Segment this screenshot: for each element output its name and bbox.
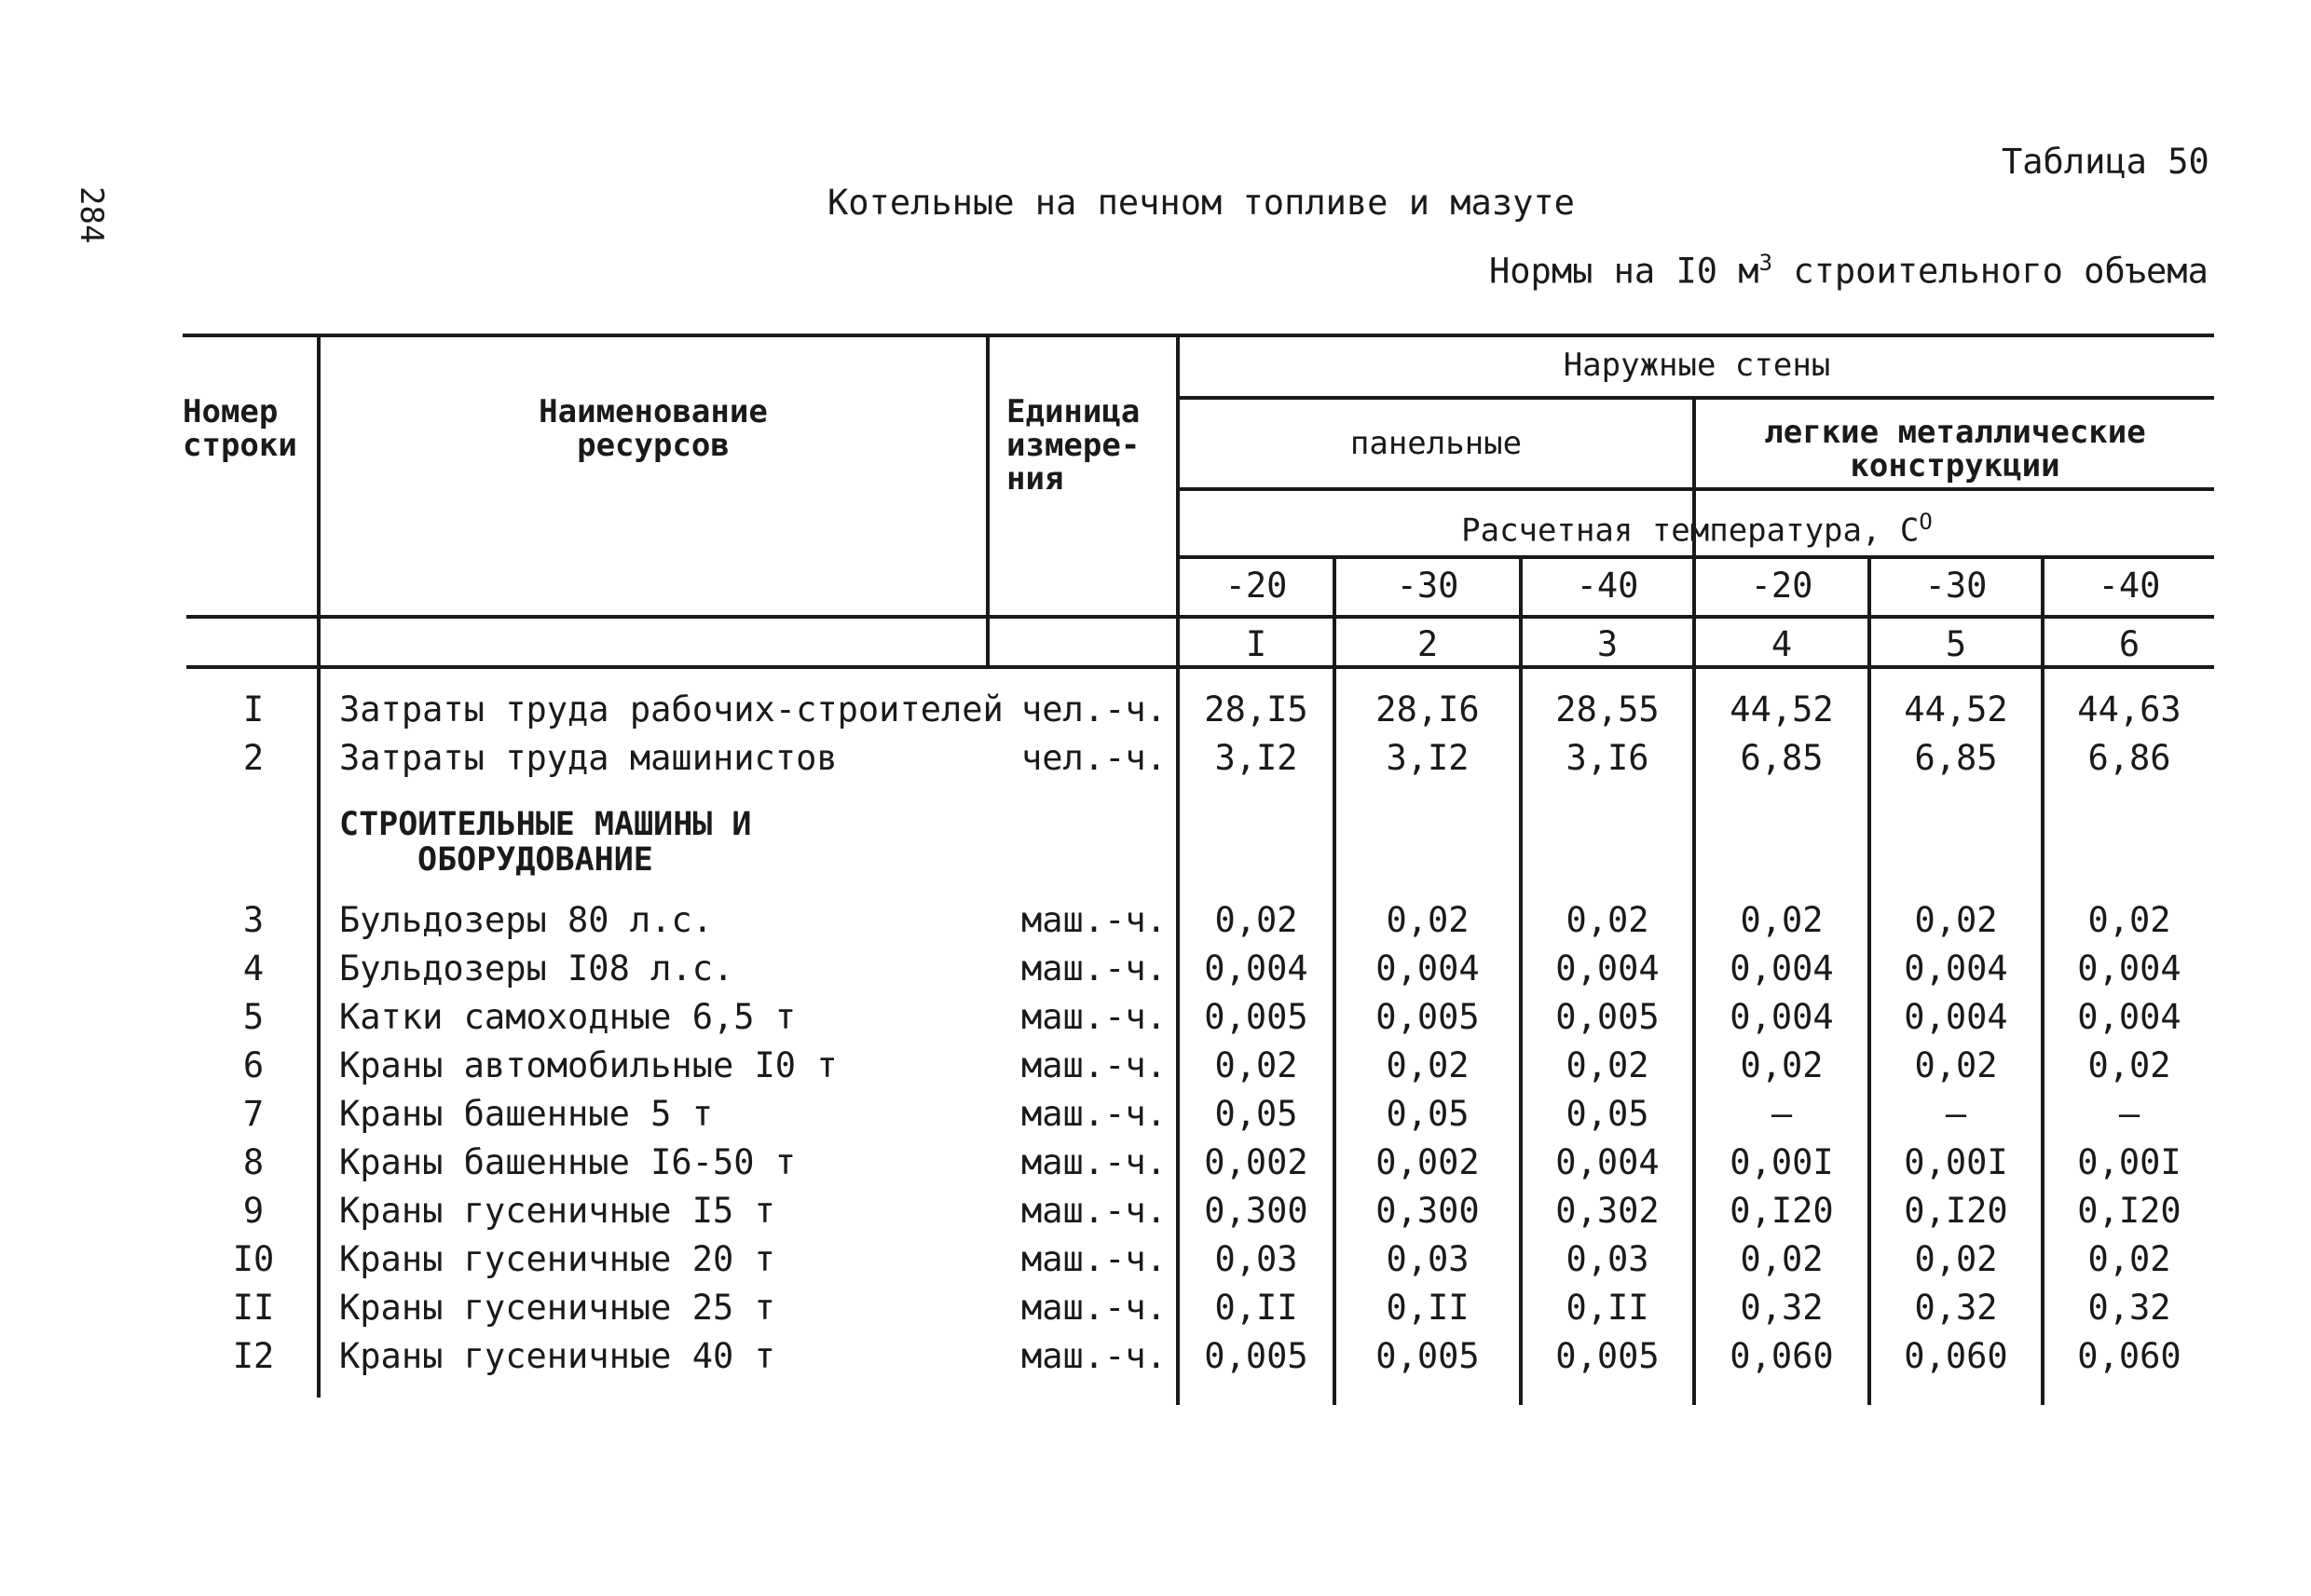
value-cell: 0,02 (2087, 900, 2171, 940)
value-cell: 44,52 (1904, 689, 2008, 730)
value-cell: 0,02 (1386, 900, 1470, 940)
value-cell: 0,02 (1740, 900, 1824, 940)
unit: чел.-ч. (1021, 689, 1167, 730)
header-unit-line2: измере- (1006, 427, 1141, 464)
header-outer-walls: Наружные стены (1563, 347, 1831, 384)
unit: маш.-ч. (1021, 1045, 1167, 1085)
value-cell: 0,32 (1914, 1288, 1998, 1328)
value-cell: – (2118, 1094, 2140, 1134)
header-resource (321, 395, 986, 462)
value-cell: 6,85 (1914, 738, 1998, 778)
value-cell: 0,02 (1740, 1239, 1824, 1279)
header-temp-5: -30 (1924, 566, 1988, 606)
value-cell: 3,I2 (1214, 738, 1298, 778)
value-cell: 0,005 (1375, 997, 1480, 1037)
value-cell: 0,02 (1566, 900, 1649, 940)
value-cell: 0,004 (1904, 997, 2008, 1037)
value-cell: 0,02 (1914, 1239, 1998, 1279)
value-cell: 0,300 (1375, 1191, 1480, 1231)
value-cell: 0,005 (1555, 1336, 1660, 1376)
value-cell: 0,02 (1740, 1045, 1824, 1085)
header-light-metal-line2: конструкции (1850, 447, 2060, 484)
value-cell: 0,004 (2077, 997, 2181, 1037)
value-cell: 0,02 (1386, 1045, 1470, 1085)
section-heading-line1: СТРОИТЕЛЬНЫЕ МАШИНЫ И (339, 806, 752, 843)
value-cell: – (1771, 1094, 1793, 1134)
value-cell: 0,002 (1375, 1142, 1480, 1182)
value-cell: 0,II (1214, 1288, 1298, 1328)
value-cell: 3,I6 (1566, 738, 1649, 778)
value-cell: 0,03 (1214, 1239, 1298, 1279)
value-cell: 0,02 (1566, 1045, 1649, 1085)
unit: чел.-ч. (1021, 738, 1167, 778)
resource-name: Краны гусеничные 25 т (339, 1288, 775, 1328)
value-cell: 0,002 (1204, 1142, 1308, 1182)
resource-name: Краны гусеничные I5 т (339, 1191, 775, 1231)
value-cell: 0,005 (1375, 1336, 1480, 1376)
resource-name: Катки самоходные 6,5 т (339, 997, 797, 1037)
header-light-metal-line1: легкие металлические (1764, 414, 2146, 451)
row-number: I0 (232, 1239, 275, 1279)
norms-prefix: Нормы на I0 м (1489, 251, 1759, 292)
value-cell: 0,02 (2087, 1045, 2171, 1085)
header-temp-label: Расчетная температура, С (1461, 512, 1920, 550)
unit: маш.-ч. (1021, 1288, 1167, 1328)
header-unit (1006, 395, 1140, 496)
section-heading-line2: ОБОРУДОВАНИЕ (417, 841, 653, 879)
rule-header-bottom (186, 615, 2214, 619)
value-cell: 28,I6 (1375, 689, 1480, 730)
value-cell: 0,II (1566, 1288, 1649, 1328)
value-cell: 0,004 (1375, 948, 1480, 989)
rule-top (183, 334, 2214, 337)
value-cell: 0,32 (2087, 1288, 2171, 1328)
value-cell: 0,00I (2077, 1142, 2181, 1182)
rule-colnum-bottom (186, 665, 2214, 669)
resource-name: Краны башенные I6-50 т (339, 1142, 797, 1182)
row-number: II (232, 1288, 275, 1328)
resource-name: Затраты труда рабочих-строителей (339, 689, 1004, 730)
value-cell: 0,004 (1204, 948, 1308, 989)
norms-suffix: строительного объема (1772, 251, 2208, 292)
value-cell: 0,302 (1555, 1191, 1660, 1231)
rule-outer-walls (1178, 396, 2214, 400)
value-cell: 0,004 (1555, 1142, 1660, 1182)
value-cell: 0,II (1386, 1288, 1470, 1328)
value-cell: 0,32 (1740, 1288, 1824, 1328)
header-temp-superscript: О (1919, 509, 1933, 535)
row-number: 5 (242, 997, 265, 1037)
unit: маш.-ч. (1021, 997, 1167, 1037)
header-temp-3: -40 (1576, 566, 1639, 606)
unit: маш.-ч. (1021, 948, 1167, 989)
page-number: 284 (73, 186, 110, 244)
unit: маш.-ч. (1021, 1336, 1167, 1376)
row-number: 2 (242, 738, 265, 778)
col-number-5: 5 (1945, 624, 1967, 664)
header-row-number (183, 395, 297, 462)
value-cell: 0,00I (1904, 1142, 2008, 1182)
value-cell: 0,02 (1214, 900, 1298, 940)
resource-name: Бульдозеры I08 л.с. (339, 948, 734, 989)
resource-name: Бульдозеры 80 л.с. (339, 900, 713, 940)
unit: маш.-ч. (1021, 1239, 1167, 1279)
value-cell: 6,85 (1740, 738, 1824, 778)
value-cell: 0,004 (1730, 997, 1834, 1037)
resource-name: Краны автомобильные I0 т (339, 1045, 838, 1085)
header-light-metal (1696, 416, 2214, 483)
value-cell: 0,02 (1914, 900, 1998, 940)
row-number: 9 (242, 1191, 265, 1231)
value-cell: 0,05 (1214, 1094, 1298, 1134)
table-title: Котельные на печном топливе и мазуте (827, 183, 1575, 223)
col-number-1: I (1245, 624, 1267, 664)
col-number-4: 4 (1771, 624, 1793, 664)
value-cell: 3,I2 (1386, 738, 1470, 778)
value-cell: 0,03 (1566, 1239, 1649, 1279)
value-cell: 44,63 (2077, 689, 2181, 730)
value-cell: 0,004 (1730, 948, 1834, 989)
resource-name: Краны гусеничные 20 т (339, 1239, 775, 1279)
row-number: I (242, 689, 265, 730)
norms-caption (1489, 250, 2208, 291)
col-number-2: 2 (1416, 624, 1439, 664)
value-cell: 0,02 (2087, 1239, 2171, 1279)
row-number: 7 (242, 1094, 265, 1134)
row-number: 8 (242, 1142, 265, 1182)
value-cell: 0,005 (1204, 1336, 1308, 1376)
header-row-number-line1: Номер (183, 393, 279, 430)
value-cell: 0,004 (1555, 948, 1660, 989)
header-resource-line2: ресурсов (577, 427, 730, 464)
unit: маш.-ч. (1021, 900, 1167, 940)
value-cell: 6,86 (2087, 738, 2171, 778)
value-cell: 0,I20 (2077, 1191, 2181, 1231)
row-number: 6 (242, 1045, 265, 1085)
value-cell: 28,I5 (1204, 689, 1308, 730)
value-cell: 0,02 (1214, 1045, 1298, 1085)
resource-name: Краны башенные 5 т (339, 1094, 713, 1134)
row-number: I2 (232, 1336, 275, 1376)
col-number-6: 6 (2118, 624, 2140, 664)
value-cell: 0,00I (1730, 1142, 1834, 1182)
unit: маш.-ч. (1021, 1142, 1167, 1182)
value-cell: 0,060 (2077, 1336, 2181, 1376)
norms-superscript: 3 (1758, 250, 1773, 276)
value-cell: 44,52 (1730, 689, 1834, 730)
row-number: 4 (242, 948, 265, 989)
value-cell: 0,005 (1555, 997, 1660, 1037)
header-temp-4: -20 (1750, 566, 1813, 606)
unit: маш.-ч. (1021, 1094, 1167, 1134)
value-cell: 0,060 (1730, 1336, 1834, 1376)
header-unit-line1: Единица (1006, 393, 1141, 430)
header-panel: панельные (1349, 425, 1523, 462)
header-temp-1: -20 (1224, 566, 1288, 606)
header-temp-2: -30 (1396, 566, 1459, 606)
resource-name: Затраты труда машинистов (339, 738, 838, 778)
table-label: Таблица 50 (2002, 142, 2209, 182)
header-resource-line1: Наименование (539, 393, 768, 430)
value-cell: 0,05 (1386, 1094, 1470, 1134)
value-cell: 0,004 (1904, 948, 2008, 989)
value-cell: 0,02 (1914, 1045, 1998, 1085)
value-cell: 0,060 (1904, 1336, 2008, 1376)
value-cell: 0,05 (1566, 1094, 1649, 1134)
value-cell: 0,004 (2077, 948, 2181, 989)
rule-wall-types (1178, 487, 2214, 491)
value-cell: 0,I20 (1904, 1191, 2008, 1231)
header-unit-line3: ния (1006, 460, 1064, 498)
header-row-number-line2: строки (183, 427, 297, 464)
value-cell: 0,I20 (1730, 1191, 1834, 1231)
value-cell: 28,55 (1555, 689, 1660, 730)
value-cell: 0,005 (1204, 997, 1308, 1037)
section-heading (339, 807, 752, 878)
header-temp-6: -40 (2098, 566, 2161, 606)
header-design-temperature (1180, 505, 2214, 550)
unit: маш.-ч. (1021, 1191, 1167, 1231)
col-divider-2 (986, 334, 990, 665)
col-number-3: 3 (1596, 624, 1619, 664)
resource-name: Краны гусеничные 40 т (339, 1336, 775, 1376)
value-cell: 0,300 (1204, 1191, 1308, 1231)
value-cell: – (1945, 1094, 1967, 1134)
col-divider-1 (317, 334, 321, 1398)
row-number: 3 (242, 900, 265, 940)
value-cell: 0,03 (1386, 1239, 1470, 1279)
